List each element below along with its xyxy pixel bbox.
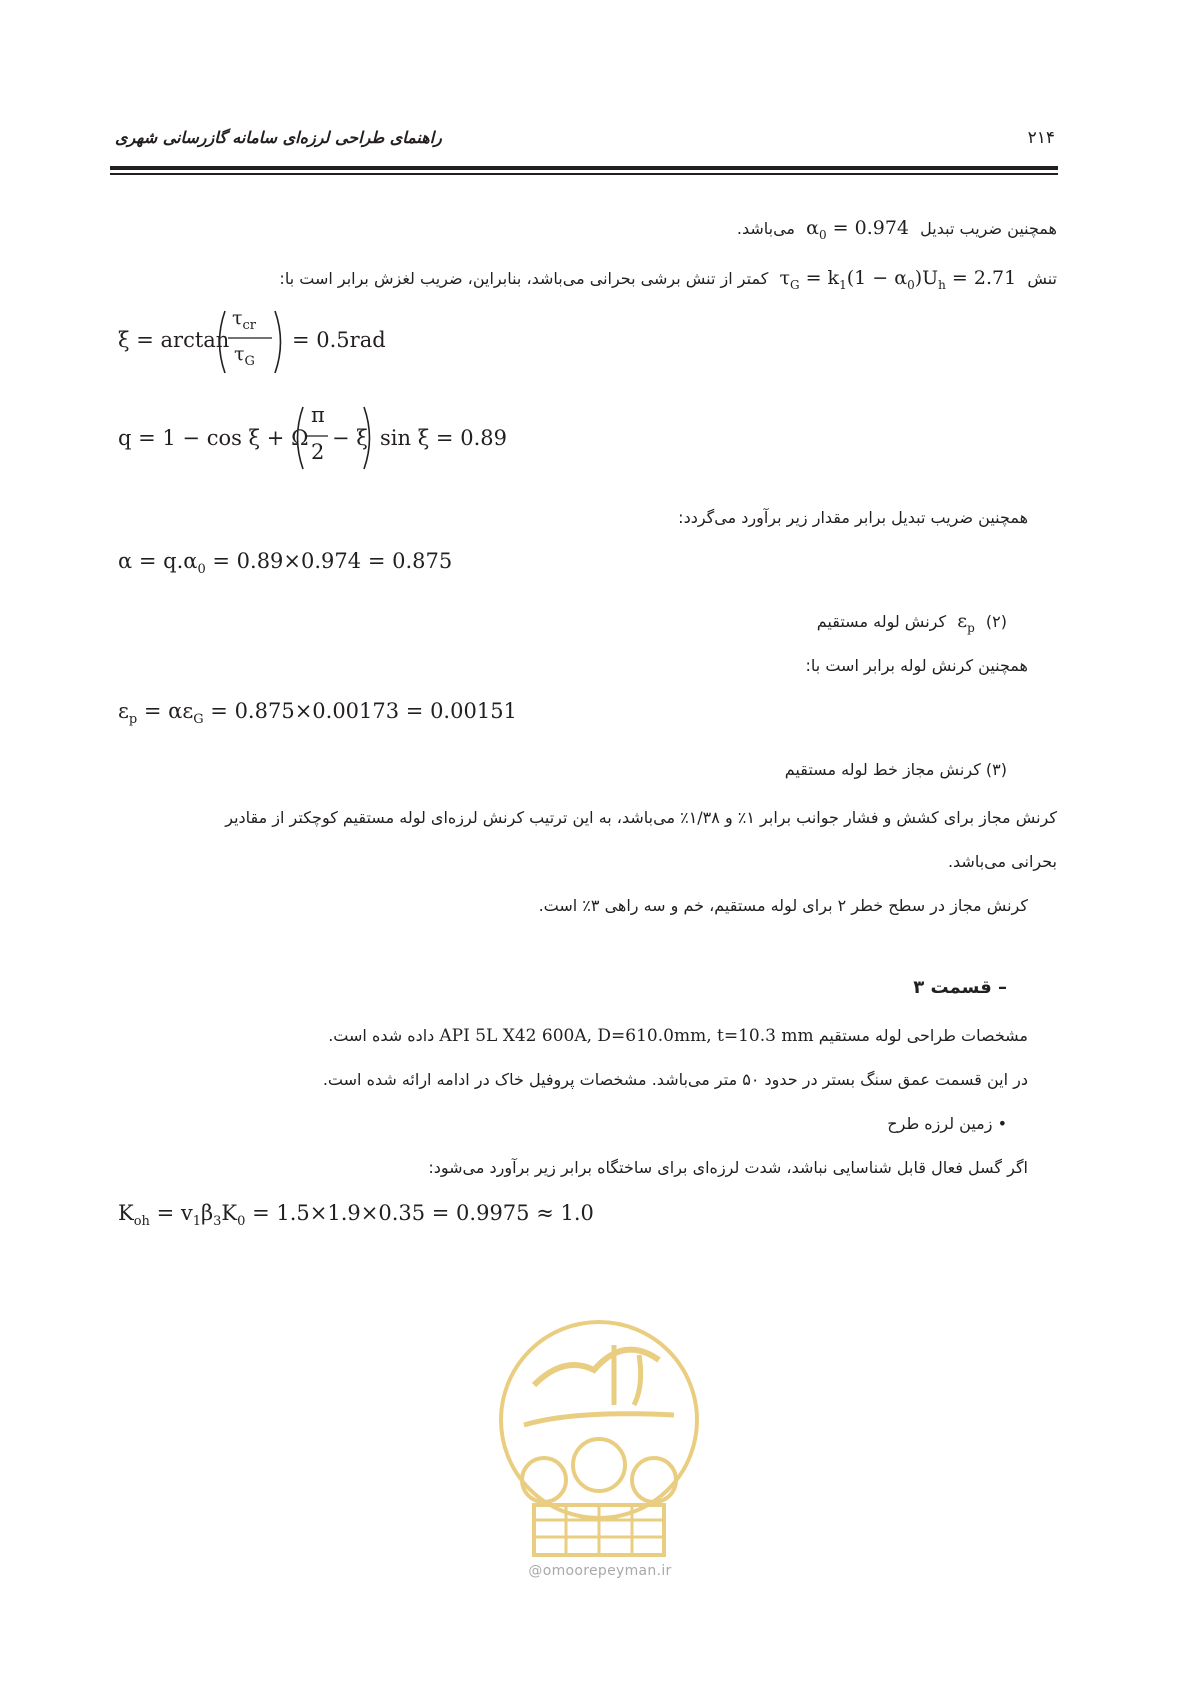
fraction-numerator-pi: π <box>311 403 325 427</box>
line-text: همچنین ضریب تبدیل <box>920 219 1057 238</box>
bullet-design-earthquake: • زمین لرزه طرح <box>887 1114 1007 1133</box>
page-number: ۲۱۴ <box>1027 128 1055 148</box>
eq-mid: − ξ <box>332 426 368 450</box>
omoorepeyman-logo-watermark <box>494 1315 704 1565</box>
line-text: کمتر از تنش برشی بحرانی می‌باشد، بنابراین، ضریب لغزش برابر است با: <box>279 269 769 288</box>
inline-math-eps-p: $\varepsilon_p$ <box>951 610 975 635</box>
eq-rhs: sin ξ = 0.89 <box>380 426 507 450</box>
fraction-numerator: $\tau_{cr}$ <box>232 307 257 333</box>
paragraph-pipe-spec <box>328 1026 1028 1046</box>
left-paren-icon <box>212 309 228 375</box>
watermark-url: @omoorepeyman.ir <box>528 1563 672 1579</box>
equation-k-oh: $K_{oh} = v_1\beta_3K_0 = 1.5\times 1.9\times 0.35 = 0.9975 \approx 1.0$ <box>118 1201 594 1230</box>
header-title: راهنمای طراحی لرزه‌ای سامانه گازرسانی شهری <box>115 128 442 147</box>
line-text: مشخصات طراحی لوله مستقیم <box>818 1026 1028 1045</box>
paragraph-bedrock: در این قسمت عمق سنگ بستر در حدود ۵۰ متر می‌باشد. مشخصات پروفیل خاک در ادامه ارائه شده است. <box>322 1070 1028 1089</box>
section-heading-2 <box>817 611 1007 638</box>
line-text: داده شده است. <box>328 1026 435 1045</box>
heading-text: کرنش لوله مستقیم <box>816 612 947 631</box>
inline-pipe-spec: API 5L X42 600A, D=610.0mm, t=10.3 mm <box>439 1026 814 1046</box>
paragraph-line-strain: همچنین کرنش لوله برابر است با: <box>805 656 1028 675</box>
paragraph-allowable-strain-end: بحرانی می‌باشد. <box>947 852 1057 871</box>
line-text: تنش <box>1027 269 1057 288</box>
eq-rhs: = 0.5rad <box>292 328 386 352</box>
paragraph-line-conversion: همچنین ضریب تبدیل برابر مقدار زیر برآورد می‌گردد: <box>678 508 1028 527</box>
fraction-denominator: $\tau_G$ <box>234 343 255 369</box>
left-paren-icon <box>290 405 306 471</box>
equation-alpha: $\alpha = q.\alpha_0 = 0.89\times 0.974 = 0.875$ <box>118 549 453 578</box>
section-heading-3: (۳) کرنش مجاز خط لوله مستقیم <box>784 760 1007 779</box>
running-header <box>115 128 1055 158</box>
paragraph-line-tau <box>279 268 1057 295</box>
eq-lhs: q = 1 − cos ξ + Ω <box>118 426 309 450</box>
right-paren-icon <box>272 309 288 375</box>
header-rule-thick <box>110 166 1058 170</box>
heading-number: (۲) <box>985 612 1007 631</box>
right-paren-icon <box>361 405 377 471</box>
equation-xi <box>118 307 386 369</box>
equation-eps-p: $\varepsilon_p = \alpha\varepsilon_G = 0.875\times 0.00173 = 0.00151$ <box>118 699 517 728</box>
paragraph-allowable-strain: کرنش مجاز برای کشش و فشار جوانب برابر ۱٪ و ۱/۳۸٪ می‌باشد، به این ترتیب کرنش لرزه‌ای لوله مستقیم کوچکتر از مقادیر <box>225 808 1057 827</box>
part-3-heading: – قسمت ۳ <box>913 977 1007 998</box>
line-text: می‌باشد. <box>736 219 795 238</box>
paragraph-hazard-level: کرنش مجاز در سطح خطر ۲ برای لوله مستقیم، خم و سه راهی ۳٪ است. <box>538 896 1028 915</box>
paragraph-seismic-intensity: اگر گسل فعال قابل شناسایی نباشد، شدت لرزه‌ای برای ساختگاه برابر زیر برآورد می‌شود: <box>428 1158 1028 1177</box>
equation-q <box>118 403 507 464</box>
fraction-denominator-two: 2 <box>311 440 325 464</box>
inline-math-tau-g: $\tau_G = k_1(1 - \alpha_0)U_h = 2.71$ <box>773 267 1023 292</box>
fraction-bar <box>228 337 272 340</box>
eq-lhs: ξ = arctan <box>118 328 230 352</box>
inline-math-alpha0: $\alpha_0 = 0.974$ <box>800 217 916 242</box>
paragraph-line-alpha0 <box>737 218 1057 245</box>
fraction-bar <box>306 435 328 438</box>
header-rule-thin <box>110 173 1058 175</box>
